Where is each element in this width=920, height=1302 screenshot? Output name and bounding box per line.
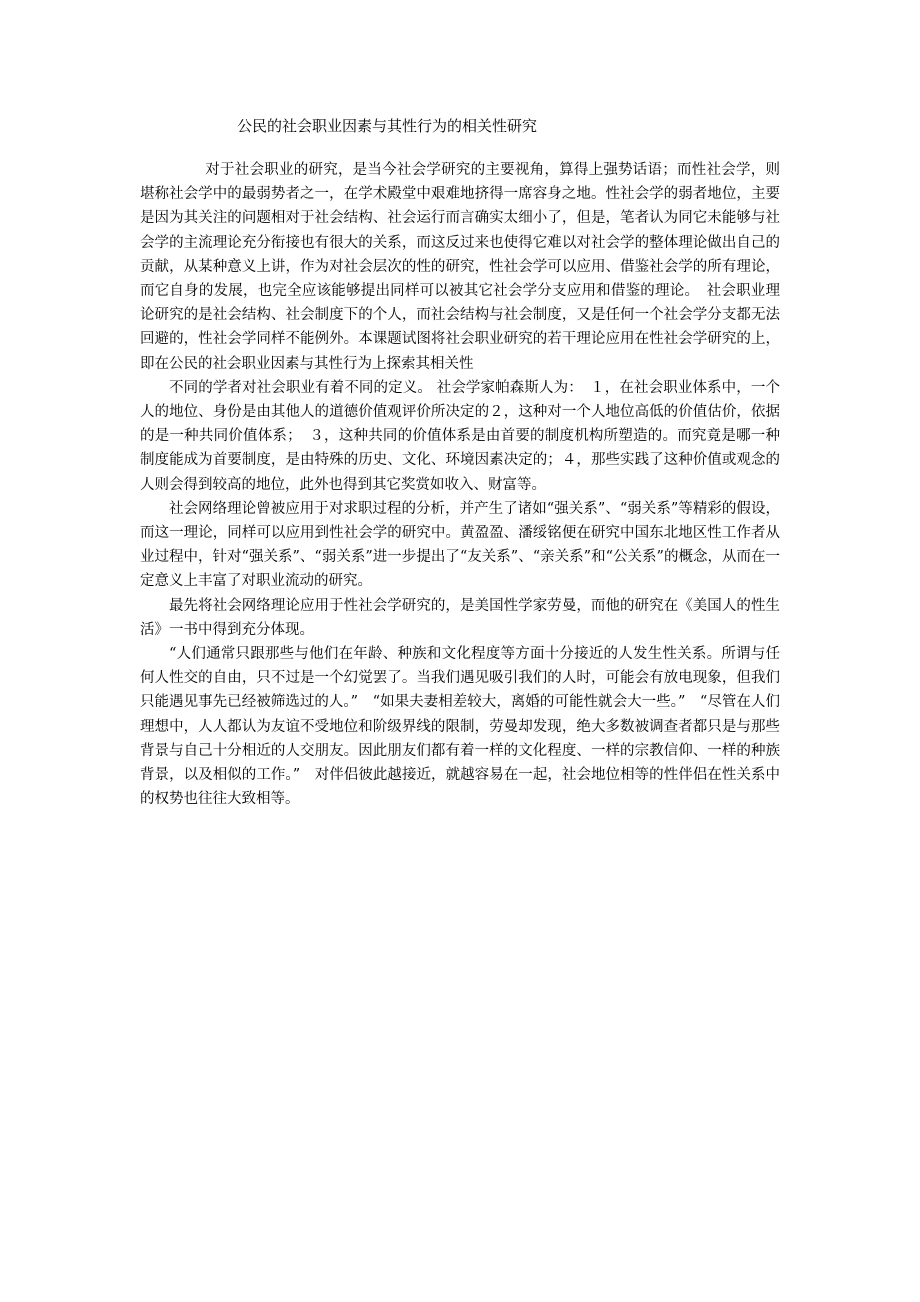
document-title: 公民的社会职业因素与其性行为的相关性研究: [237, 117, 538, 135]
paragraph-intro: 对于社会职业的研究，是当今社会学研究的主要视角，算得上强势话语；而性社会学，则堪称社会学中的最弱势者之一，在学术殿堂中艰难地挤得一席容身之地。性社会学的弱者地位，主要是因为其关注的问题相对于社会结构、社会运行而言确实太细小了，但是，笔者认为同它未能够与社会学的主流理论充分衔接也有很大的关系，而这反过来也使得它难以对社会学的整体理论做出自己的贡献，从某种意义上讲，作为对社会层次的性的研究，性社会学可以应用、借鉴社会学的所有理论，而它自身的发展，也完全应该能够提出同样可以被其它社会学分支应用和借鉴的理论。 社会职业理论研究的是社会结构、社会制度下的个人，而社会结构与社会制度，又是任何一个社会学分支都无法回避的，性社会学同样不能例外。本课题试图将社会职业研究的若干理论应用在性社会学研究的上，即在公民的社会职业因素与其性行为上探索其相关性: [140, 162, 780, 372]
paragraph-laumann: 最先将社会网络理论应用于性社会学研究的，是美国性学家劳曼，而他的研究在《美国人的性生活》一书中得到充分体现。: [140, 597, 780, 638]
document-body: [140, 158, 780, 811]
paragraph-quotes: “人们通常只跟那些与他们在年龄、种族和文化程度等方面十分接近的人发生性关系。所谓与任何人性交的自由，只不过是一个幻觉罢了。当我们遇见吸引我们的人时，可能会有放电现象，但我们只能遇见事先已经被筛选过的人。” “如果夫妻相差较大，离婚的可能性就会大一些。” “尽管在人们理想中，人人都认为友谊不受地位和阶级界线的限制，劳曼却发现，绝大多数被调查者都只是与那些背景与自己十分相近的人交朋友。因此朋友们都有着一样的文化程度、一样的宗教信仰、一样的种族背景，以及相似的工作。” 对伴侣彼此越接近，就越容易在一起，社会地位相等的性伴侣在性关系中的权势也往往大致相等。: [140, 646, 780, 808]
paragraph-definitions: 不同的学者对社会职业有着不同的定义。 社会学家帕森斯人为： １，在社会职业体系中，一个人的地位、身份是由其他人的道德价值观评价所决定的２，这种对一个人地位高低的价值估价，依据的是一种共同价值体系； ３，这种共同的价值体系是由首要的制度机构所塑造的。而究竟是哪一种制度能成为首要制度，是由特殊的历史、文化、环境因素决定的；４，那些实践了这种价值或观念的人则会得到较高的地位，此外也得到其它奖赏如收入、财富等。: [140, 379, 780, 493]
paragraph-social-network: 社会网络理论曾被应用于对求职过程的分析，并产生了诸如“强关系”、“弱关系”等精彩的假设，而这一理论，同样可以应用到性社会学的研究中。黄盈盈、潘绥铭便在研究中国东北地区性工作者从业过程中，针对“强关系”、“弱关系”进一步提出了“友关系”、“亲关系”和“公关系”的概念，从而在一定意义上丰富了对职业流动的研究。: [140, 500, 780, 590]
